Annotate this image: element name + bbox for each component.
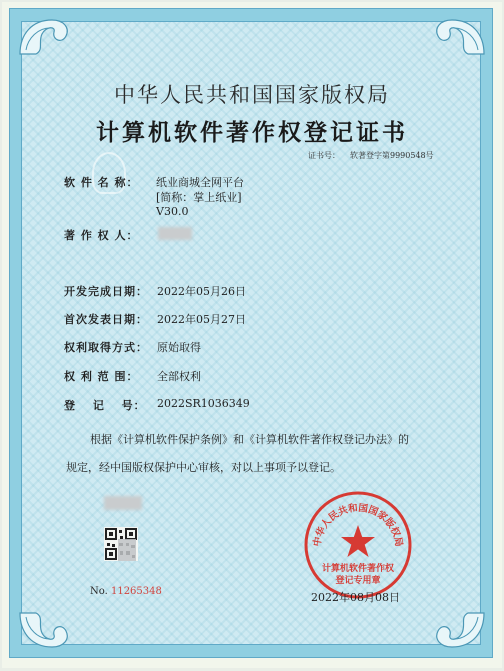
seal-line-2: 登记专用章 <box>335 576 381 586</box>
serial-number <box>90 586 162 597</box>
dev-date-value: 2022年05月26日 <box>157 285 246 298</box>
certificate-title: 计算机软件著作权登记证书 <box>96 119 408 146</box>
serial-prefix: No. <box>90 586 108 597</box>
dev-date-label: 开发完成日期： <box>64 285 148 298</box>
software-name-label: 软 件 名 称： <box>64 176 139 189</box>
issue-date: 2022年08月08日 <box>311 591 400 604</box>
seal-arc-text: 中华人民共和国国家版权局 <box>311 502 405 548</box>
statement-line-2: 规定，经中国版权保护中心审核，对以上事项予以登记。 <box>66 461 341 474</box>
issuer-heading: 中华人民共和国国家版权局 <box>114 83 390 107</box>
scope-value: 全部权利 <box>157 370 201 383</box>
software-name-line2: [简称：掌上纸业] <box>156 191 242 204</box>
corner-ornament-icon <box>430 607 488 653</box>
corner-ornament-icon <box>16 607 74 653</box>
pub-date-label: 首次发表日期： <box>64 313 148 326</box>
signature-redacted <box>104 496 142 510</box>
method-value: 原始取得 <box>157 341 201 354</box>
certificate-number-value: 软著登字第9990548号 <box>350 151 434 160</box>
pub-date-value: 2022年05月27日 <box>157 313 246 326</box>
registration-value: 2022SR1036349 <box>157 397 250 410</box>
software-version: V30.0 <box>156 205 189 218</box>
official-seal-icon <box>302 489 414 601</box>
scope-label: 权 利 范 围： <box>64 370 139 383</box>
owner-redacted <box>158 227 192 240</box>
serial-number-value: 11265348 <box>110 586 162 597</box>
seal-line-1: 计算机软件著作权 <box>321 564 395 574</box>
statement-line-1: 根据《计算机软件保护条例》和《计算机软件著作权登记办法》的 <box>90 433 409 446</box>
registration-label: 登 记 号： <box>64 399 146 412</box>
certificate-number <box>308 150 434 161</box>
corner-ornament-icon <box>16 14 74 60</box>
qr-code-icon <box>104 527 138 561</box>
method-label: 权利取得方式： <box>64 341 148 354</box>
software-name-line1: 纸业商城全网平台 <box>156 176 244 189</box>
corner-ornament-icon <box>430 14 488 60</box>
certificate-number-label: 证书号： <box>308 151 340 160</box>
owner-label: 著 作 权 人： <box>64 229 139 242</box>
